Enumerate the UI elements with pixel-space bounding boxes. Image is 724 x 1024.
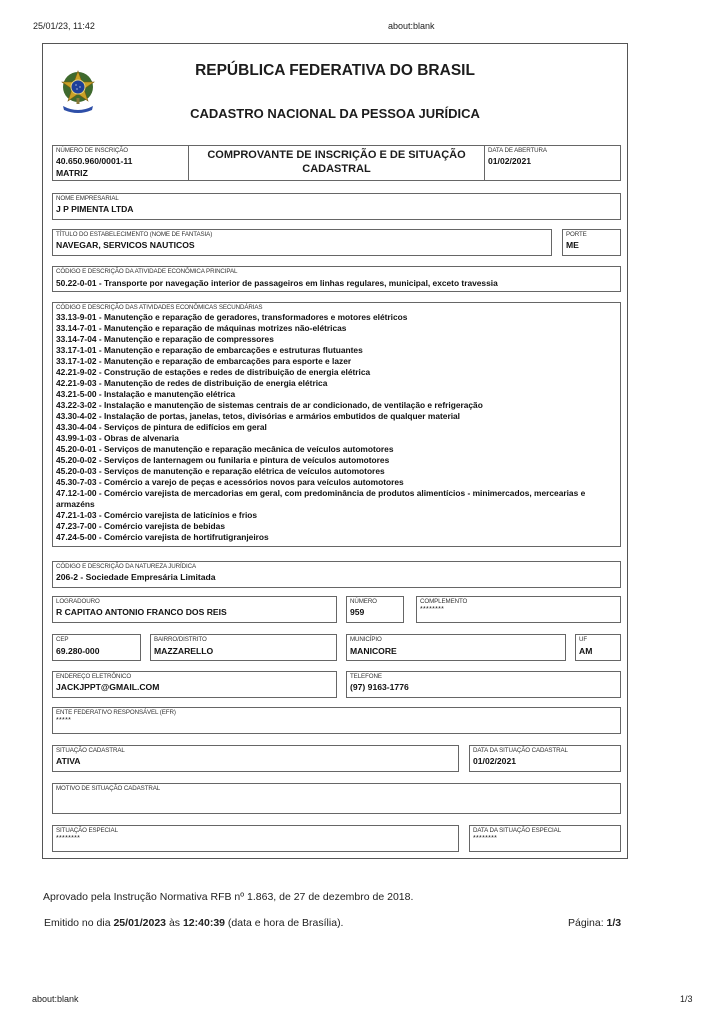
list-item: 33.17-1-01 - Manutenção e reparação de embarcações e estruturas flutuantes <box>56 345 363 355</box>
field-label: LOGRADOURO <box>56 598 100 605</box>
porte-value: ME <box>566 240 579 250</box>
field-label: ENTE FEDERATIVO RESPONSÁVEL (EFR) <box>56 709 176 716</box>
comprovante-line-1: COMPROVANTE DE INSCRIÇÃO E DE SITUAÇÃO <box>207 149 466 161</box>
republic-title: REPÚBLICA FEDERATIVA DO BRASIL <box>195 62 475 79</box>
field-label: TÍTULO DO ESTABELECIMENTO (NOME DE FANTASIA) <box>56 231 213 238</box>
situacao-cadastral-value: ATIVA <box>56 756 81 766</box>
list-item: 33.14-7-04 - Manutenção e reparação de compressores <box>56 334 274 344</box>
field-label: CÓDIGO E DESCRIÇÃO DA ATIVIDADE ECONÔMICA PRINCIPAL <box>56 268 238 275</box>
field-label: MUNICÍPIO <box>350 636 382 643</box>
atividade-principal-value: 50.22-0-01 - Transporte por navegação interior de passageiros em linhas regulares, municipal, exceto travessia <box>56 278 498 288</box>
titulo-value: NAVEGAR, SERVICOS NAUTICOS <box>56 240 195 250</box>
atividades-secundarias-list <box>56 312 616 543</box>
list-item: 33.14-7-01 - Manutenção e reparação de máquinas motrizes não-elétricas <box>56 323 347 333</box>
data-abertura-value: 01/02/2021 <box>488 156 532 166</box>
cep-field <box>52 634 141 661</box>
bairro-field <box>150 634 337 661</box>
list-item: 47.21-1-03 - Comércio varejista de laticínios e frios <box>56 510 258 520</box>
list-item: 47.12-1-00 - Comércio varejista de mercadorias em geral, com predominância de produtos alimentícios - minimercados, mercearias e armazéns <box>56 488 586 509</box>
nome-empresarial-value: J P PIMENTA LTDA <box>56 204 134 214</box>
list-item: 47.24-5-00 - Comércio varejista de hortifrutigranjeiros <box>56 532 269 542</box>
list-item: 42.21-9-02 - Construção de estações e redes de distribuição de energia elétrica <box>56 367 371 377</box>
list-item: 43.22-3-02 - Instalação e manutenção de sistemas centrais de ar condicionado, de ventilação e refrigeração <box>56 400 483 410</box>
motivo-situacao-field <box>52 783 621 814</box>
comprovante-title <box>189 148 484 176</box>
field-label: DATA DA SITUAÇÃO ESPECIAL <box>473 827 562 834</box>
field-label: DATA DA SITUAÇÃO CADASTRAL <box>473 747 568 754</box>
field-label: COMPLEMENTO <box>420 598 468 605</box>
cnpj-value: 40.650.960/0001-11 <box>56 156 133 166</box>
logradouro-value: R CAPITAO ANTONIO FRANCO DOS REIS <box>56 607 227 617</box>
data-situacao-especial-value: ******** <box>473 835 498 842</box>
field-label: TELEFONE <box>350 673 382 680</box>
complemento-field <box>416 596 621 623</box>
emitido-time: 12:40:39 <box>182 917 225 929</box>
numero-field <box>346 596 404 623</box>
list-item: 47.23-7-00 - Comércio varejista de bebidas <box>56 521 225 531</box>
titulo-estabelecimento-field <box>52 229 552 256</box>
list-item: 33.13-9-01 - Manutenção e reparação de geradores, transformadores e motores elétricos <box>56 312 408 322</box>
pagina-value: 1/3 <box>606 917 622 929</box>
list-item: 43.30-4-02 - Instalação de portas, janelas, tetos, divisórias e armários embutidos de qualquer material <box>56 411 461 421</box>
uf-value: AM <box>579 646 593 656</box>
field-label: NÚMERO DE INSCRIÇÃO <box>56 147 129 154</box>
data-situacao-cadastral-field <box>469 745 621 772</box>
field-label: NOME EMPRESARIAL <box>56 195 119 202</box>
complemento-value: ******** <box>420 606 445 613</box>
list-item: 45.30-7-03 - Comércio a varejo de peças e acessórios novos para veículos automotores <box>56 477 404 487</box>
numero-inscricao-field <box>52 145 189 181</box>
field-label: UF <box>579 636 588 643</box>
field-label: PORTE <box>566 231 587 238</box>
print-header-title: about:blank <box>388 21 435 31</box>
numero-value: 959 <box>350 607 365 617</box>
situacao-especial-value: ******** <box>56 835 81 842</box>
field-label: MOTIVO DE SITUAÇÃO CADASTRAL <box>56 785 161 792</box>
title-block <box>42 0 628 140</box>
atividades-secundarias-field <box>52 302 621 547</box>
field-label: CÓDIGO E DESCRIÇÃO DA NATUREZA JURÍDICA <box>56 563 197 570</box>
field-label: CEP <box>56 636 69 643</box>
porte-field <box>562 229 621 256</box>
field-label: SITUAÇÃO CADASTRAL <box>56 747 125 754</box>
list-item: 45.20-0-01 - Serviços de manutenção e reparação mecânica de veículos automotores <box>56 444 394 454</box>
logradouro-field <box>52 596 337 623</box>
matriz-value: MATRIZ <box>56 168 88 178</box>
list-item: 43.30-4-04 - Serviços de pintura de edifícios em geral <box>56 422 267 432</box>
list-item: 42.21-9-03 - Manutenção de redes de distribuição de energia elétrica <box>56 378 328 388</box>
list-item: 45.20-0-03 - Serviços de manutenção e reparação elétrica de veículos automotores <box>56 466 385 476</box>
nome-empresarial-field <box>52 193 621 220</box>
municipio-field <box>346 634 566 661</box>
email-value: JACKJPPT@GMAIL.COM <box>56 682 160 692</box>
data-abertura-field <box>484 145 621 181</box>
print-header-datetime: 25/01/23, 11:42 <box>33 21 95 31</box>
field-label: CÓDIGO E DESCRIÇÃO DAS ATIVIDADES ECONÔMICAS SECUNDÁRIAS <box>56 304 263 311</box>
emitido-suffix: (data e hora de Brasília). <box>225 917 344 929</box>
pagina-label: Página: <box>568 917 607 929</box>
field-label: DATA DE ABERTURA <box>488 147 547 154</box>
emitido-mid: às <box>166 917 183 929</box>
print-footer-url: about:blank <box>32 994 79 1004</box>
efr-value: ***** <box>56 717 72 724</box>
atividade-principal-field <box>52 266 621 292</box>
natureza-juridica-field <box>52 561 621 588</box>
telefone-field <box>346 671 621 698</box>
pagina-indicator <box>568 917 621 929</box>
situacao-especial-field <box>52 825 459 852</box>
municipio-value: MANICORE <box>350 646 397 656</box>
list-item: 43.99-1-03 - Obras de alvenaria <box>56 433 179 443</box>
list-item: 33.17-1-02 - Manutenção e reparação de embarcações para esporte e lazer <box>56 356 352 366</box>
print-footer-page: 1/3 <box>680 994 693 1004</box>
emitido-date: 25/01/2023 <box>113 917 167 929</box>
email-field <box>52 671 337 698</box>
uf-field <box>575 634 621 661</box>
aprovado-note: Aprovado pela Instrução Normativa RFB nº 1.863, de 27 de dezembro de 2018. <box>43 891 414 903</box>
field-label: SITUAÇÃO ESPECIAL <box>56 827 118 834</box>
comprovante-line-2: CADASTRAL <box>302 163 371 175</box>
list-item: 43.21-5-00 - Instalação e manutenção elétrica <box>56 389 236 399</box>
situacao-cadastral-field <box>52 745 459 772</box>
bairro-value: MAZZARELLO <box>154 646 214 656</box>
data-situacao-especial-field <box>469 825 621 852</box>
emitido-prefix: Emitido no dia <box>44 917 114 929</box>
cep-value: 69.280-000 <box>56 646 100 656</box>
field-label: BAIRRO/DISTRITO <box>154 636 207 643</box>
field-label: NÚMERO <box>350 598 377 605</box>
comprovante-title-box <box>188 145 485 181</box>
cnpj-subtitle: CADASTRO NACIONAL DA PESSOA JURÍDICA <box>190 106 480 121</box>
field-label: ENDEREÇO ELETRÔNICO <box>56 673 132 680</box>
natureza-juridica-value: 206-2 - Sociedade Empresária Limitada <box>56 572 216 582</box>
data-situacao-cadastral-value: 01/02/2021 <box>473 756 517 766</box>
efr-field <box>52 707 621 734</box>
emitido-note <box>44 917 343 929</box>
list-item: 45.20-0-02 - Serviços de lanternagem ou funilaria e pintura de veículos automotores <box>56 455 390 465</box>
telefone-value: (97) 9163-1776 <box>350 682 409 692</box>
